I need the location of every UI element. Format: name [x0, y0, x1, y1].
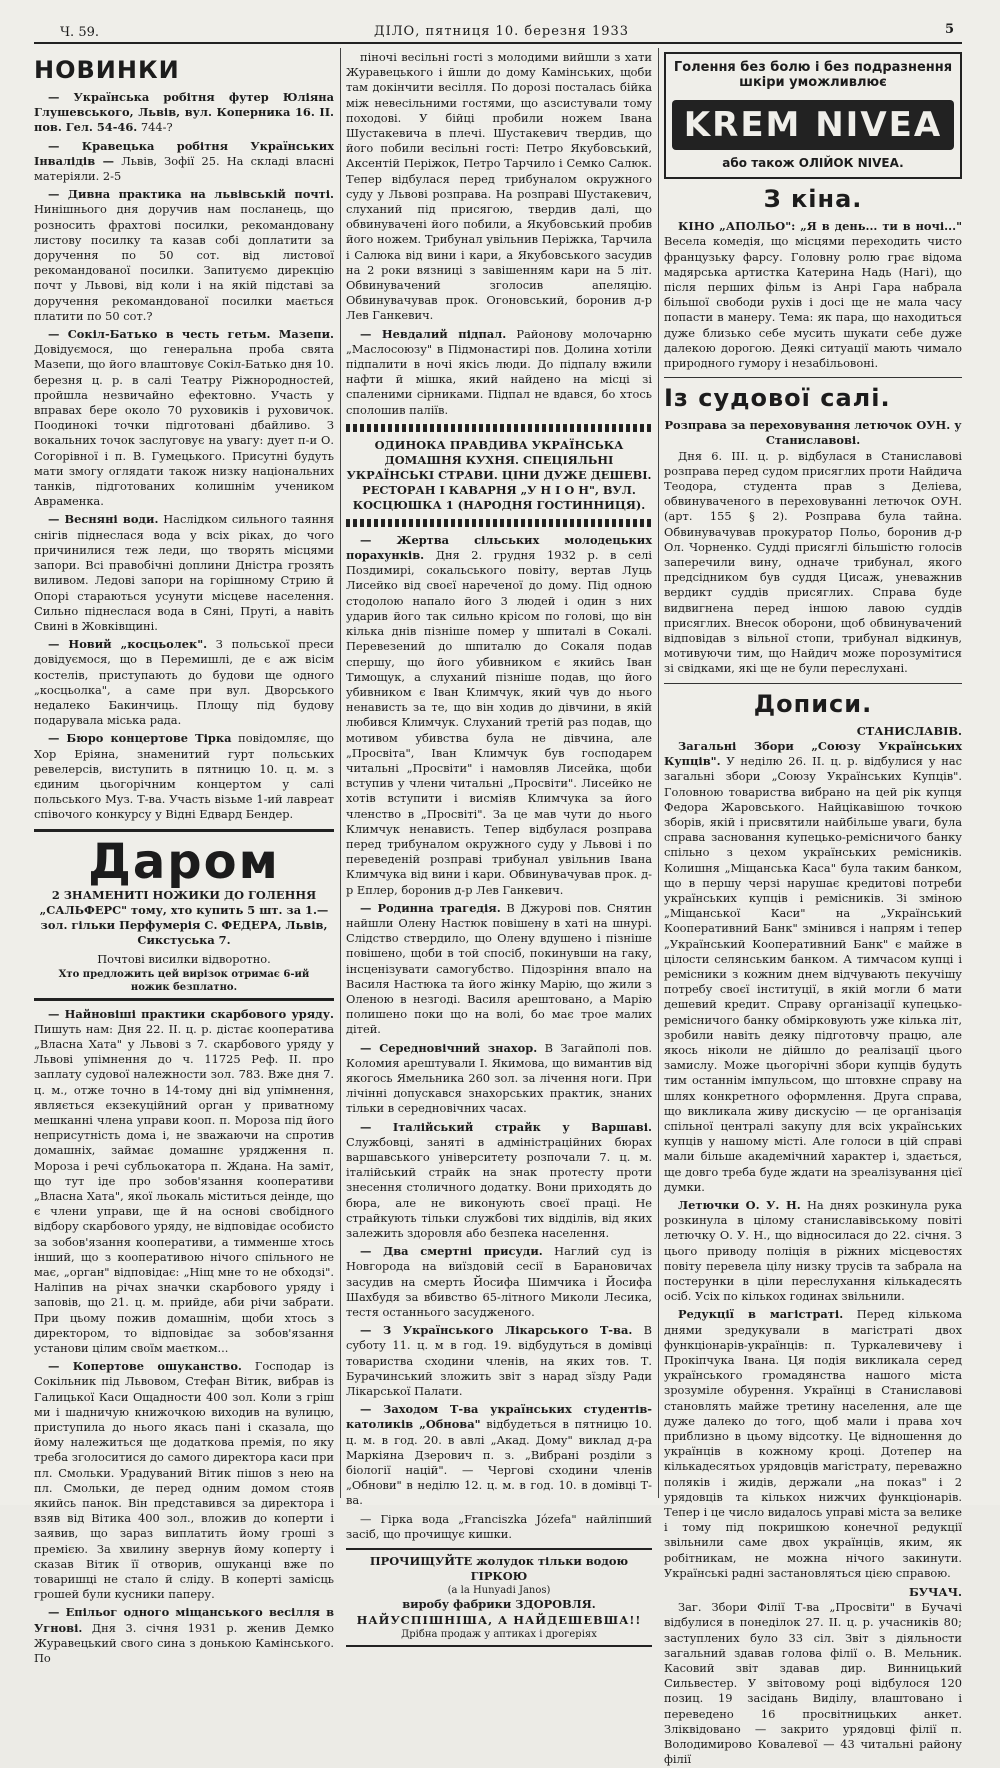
news-item-text: З польської преси довідуємося, що в Перемишлі, де є аж вісім костелів, приступають до будови ще одного „косцьолка", а саме при вул. Дворського недалеко Бакинчиць. Площу під будову подарувала міська рада.: [34, 637, 334, 728]
news-item-headline: — Жертва сільських молодецьких порахунків.: [346, 532, 652, 563]
news-item-text: В суботу 11. ц. м в год. 19. відбудуться в домівці товариства сходини членів, на яких тов. Т. Бурачинський зложить звіт з нарад зїзду Ради Лікарської Палати.: [346, 1323, 652, 1399]
news-item-headline: — Сокіл-Батько в честь гетьм. Мазепи.: [48, 327, 334, 342]
news-item: [34, 327, 334, 509]
news-item: [346, 1120, 652, 1242]
page-number-right: 5: [944, 22, 954, 37]
news-item: [34, 90, 334, 136]
place-heading: БУЧАЧ.: [908, 1585, 962, 1600]
place-heading: СТАНИСЛАВІВ.: [856, 723, 962, 738]
news-item: [346, 1512, 652, 1542]
news-item: [664, 219, 962, 371]
news-item: [34, 1605, 334, 1666]
news-item-headline: — З Українського Лікарського Т-ва.: [360, 1323, 633, 1338]
ad-line: 2 ЗНАМЕНИТІ НОЖИКИ ДО ГОЛЕННЯ: [51, 887, 317, 902]
news-item-headline: — Українська робітня футер Юліяна Глушевського, Львів, вул. Коперника 16. II. пов. Гел. 54-46.: [34, 90, 334, 135]
column-rule: [340, 48, 341, 1498]
news-item-text: Пишуть нам: Дня 22. II. ц. р. дістає кооператива „Власна Хата" у Львові з 7. скарбового уряду у Львові упімнення до ч. 11725 Реф. II. про заплату судової належности зол. 783. Вже дня 7. ц. м., отже точно в 14-тому дні від упімнення, являється екзекуційний орган у приватному мешканні члена управи кооп. п. Мороза під його неприсутність дома і, не зважаючи на спротив домашніх, займає домашнє урядження п. Мороза і речі субльокатора п. Ждана. На заміт, що тут іде про зобов'язання кооперативи „Власна Хата", якої льокаль міститься деінде, що є члени управи, ще й на основі свобідного відбору скарбового уряду, не відповідає особисто за зобов'язання кооперативи, а тимменше хтось інший, що з кооперативою нічого спільного не має, „орган" відповідає: „Ніщ мне то не обходзі". Наліпив на річах значки скарбового уряду і заповів, що 21. ц. м. прийде, аби річи забрати. При цьому пожив домашнім, щоби хтось з директором, то відповідає за зобов'язання установи цілим своїм маєтком...: [34, 1021, 334, 1356]
news-item-text: відбудеться в пятницю 10. ц. м. в год. 20. в авлі „Акад. Дому" виклад д-ра Маркіяна Дзерович п. з. „Вибрані розділи з біології націй". — Чергові сходини членів „Обнови" в неділю 12. ц. м. в год. 10. в домівці Т-ва.: [346, 1417, 653, 1508]
news-list: [664, 219, 962, 371]
news-item-headline: Редукції в магістраті.: [678, 1307, 844, 1322]
news-item-text: Дня 6. III. ц. р. відбулася в Станиславові розправа перед судом присяглих проти Найдича Теодора, студента прав з Деліева, обвинуваченого в переховуванні летючок ОУН. (арт. 155 § 2). Розправа була тайна. Обвинувачував прокуратор Польо, боронив д-р Ол. Чорненко. Судді присяглі більшістю голосів заперечили вину, одначе трибунал, якого предсідником був суддя Цисаж, уневажнив вердикт суддів присяглих. Справа буде видвигнена перед іншою лавою суддів присяглих. Внесок оборони, щоб обвинувачений відповідав з вільної стопи, трибунал відкинув, мотивуючи тим, що Найдич може порозумітися зі свідками, які ще не були переслухані.: [664, 448, 962, 676]
news-list: [34, 1007, 334, 1667]
column-1: [34, 50, 334, 1666]
nivea-logo: KREM NIVEA: [672, 100, 954, 150]
article-subtitle: Розправа за переховування летючок ОУН. у Станиславові.: [664, 418, 962, 448]
ad-line: Голення без болю і без подразнення шкіри уможливлює: [673, 60, 953, 90]
mineral-water-advertisement: [346, 1548, 652, 1647]
news-item-text: Довідуємося, що генеральна проба свята Мазепи, що його влаштовує Сокіл-Батько дня 10. березня ц. р. в салі Театру Ріжнородностей, пройшла незвичайно ефектовно. Участь у вправах бере около 70 руховиків і руховичок. Поодинокі точки підготовані дбайливо. З вокальних точок заслуговує на увагу: дует п-и О. Согорівної і п. В. Гумецького. Присутні будуть мати змогу оглядати також низку національних танків, підготованих колишнім учеником Авраменка.: [34, 342, 334, 509]
section-title-news: НОВИНКИ: [34, 56, 180, 84]
news-item-headline: — Бюро концертове Тірка: [48, 731, 232, 746]
news-item-headline: — Новий „косцьолек".: [48, 637, 208, 652]
news-item: [34, 139, 334, 185]
news-item-headline: — Копертове ошуканство.: [48, 1359, 242, 1374]
news-item-text: Районову молочарню „Маслосоюзу" в Підмонастирі пов. Долина хотіли підпалити в ночі якісь люди. До підпалу вжили нафти й мішка, який найдено на місці зі спаленими сірниками. Підпал не вдався, бо хтось сполошив паліїв.: [346, 326, 652, 417]
ad-headline: Даром: [88, 833, 280, 890]
news-item-text: В Загайполі пов. Коломия арештували І. Якимова, що вимантив від якогось Ямельника 260 зол. за лічення ноги. При лічінні допускався знахорських практик, знаних тільки в середновічних часах.: [346, 1040, 652, 1116]
news-list: [34, 90, 334, 823]
news-item-text: В Джурові пов. Снятин найшли Олену Настюк повішену в хаті на шнурі. Слідство ствердило, що Олену вдушено і пізніше повішено, щоби в той спосіб, покинувши на гаку, інсценізувати самогубство. Підозріння впало на Василя Настюка та його жінку Марію, що жили з Оленою в незгоді. Василя арештовано, а Марію полишено поки що на волі, бо має трое малих дітей.: [346, 900, 652, 1037]
ad-line: (a la Hunyadi Janos): [447, 1585, 551, 1597]
news-item-headline: КІНО „АПОЛЬО": „Я в день... ти в ночі...": [678, 219, 962, 234]
news-item-text: Дня 3. січня 1931 р. женив Демко Журавецький свого сина з донькою Камінського. По: [34, 1620, 334, 1666]
news-item-headline: Летючки О. У. Н.: [678, 1197, 801, 1212]
news-list: [664, 739, 962, 1581]
news-item-text: 744-?: [137, 120, 173, 135]
restaurant-advertisement: ОДИНОКА ПРАВДИВА УКРАЇНСЬКА ДОМАШНЯ КУХНЯ. СПЕЦІЯЛЬНІ УКРАЇНСЬКІ СТРАВИ. ЦІНИ ДУЖЕ ДЕШЕВІ. РЕСТОРАН І КАВАРНЯ „У Н І О Н", ВУЛ. КОСЦЮШКА 1 (НАРОДНЯ ГОСТИННИЦЯ).: [346, 437, 652, 512]
news-list: [346, 50, 652, 418]
news-item-text: Наслідком сильного таяння снігів піднеслася вода у всіх ріках, до чого причинилися теж леди, що творять місцями запори. Всі правобічні доплини Дністра грозять виливом. Ледові запори на горішному Стрию й Опорі стараються усунути місцеве населення. Сильно піднеслася вода в Сяні, Пруті, а навіть Свині в Жовківщині.: [34, 512, 334, 633]
news-item-headline: — Невдалий підпал.: [360, 326, 507, 341]
news-item-headline: — Весняні води.: [48, 512, 159, 527]
news-item-text: Львів, Зофії 25. На складі власні матеріяли. 2-5: [34, 153, 334, 184]
news-item: [34, 731, 334, 822]
news-item: [34, 187, 334, 324]
news-item: [346, 1244, 652, 1320]
news-item-text: Нинішнього дня доручив нам посланець, що розносить фрахтові посилки, рекомандовану листову посилку та казав собі доплатити за доручення по 50 сот. від листової рекомандованої посилки. Запитуємо дирекцію почт у Львові, від коли і на якій підставі за доручення рекомандованої посилки мається платити по 50 сот.?: [34, 202, 334, 323]
section-title-letters: Дописи.: [753, 689, 873, 718]
news-item-text: Службовці, заняті в адміністраційних бюрах варшавського університету розпочали 7. ц. м. італійський страйк на знак протесту проти знесення столичного додатку. Вони приходять до бюра, але не виконують своєї праці. Не страйкують тільки службові тих відділів, від яких залежить здоровля або безпека населення.: [346, 1134, 652, 1241]
news-item: [664, 1307, 962, 1581]
news-item-headline: — Італійський страйк у Варшаві.: [360, 1119, 652, 1134]
page-header: [34, 22, 962, 44]
news-item-text: Весела комедія, що місцями переходить чисто французьку фарсу. Головну ролю грає відома мадярська артистка Катерина Надь (Нагі), що після перших фільм із Анрі Гара набрала більшої свободи рухів і досі ще не мала часу попасти в манеру. Тема: як пара, що находиться дуже близько себе мусить шукати себе дуже далекою дорогою. Деякі ситуації мають чимало природного гумору і незабільовоні.: [664, 234, 962, 371]
news-item-headline: — Дивна практика на львівській почті.: [48, 187, 334, 202]
ad-line: Хто предложить цей вирізок отримає 6-ий ножик безплатно.: [58, 968, 310, 993]
news-item: [664, 449, 962, 677]
ad-line: ПРОЧИЩУЙТЕ жолудок тільки водою ГІРКОЮ: [369, 1554, 629, 1584]
news-item-headline: — Середновічний знахор.: [360, 1040, 538, 1055]
news-item-text: На днях розкинула рука розкинула в цілому станиславівському повіті летючку О. У. Н., що відносилася до 22. січня. З цього приводу поліція в ріжних місцевостях повіту перевела цілу низку трусів та забрала на постерунки в ціли переслухання кількадесять осіб. Усіх по кількох годинах звільнили.: [664, 1197, 962, 1304]
ornamental-divider: [346, 424, 652, 432]
news-item: [34, 637, 334, 728]
ad-line: або також ОЛІЙОК NIVEA.: [722, 156, 904, 170]
news-item-headline: — Родинна трагедія.: [360, 900, 501, 915]
news-item: [346, 50, 652, 324]
news-item-headline: Загальні Збори „Союзу Українських Купців".: [664, 738, 962, 769]
news-item: [34, 1007, 334, 1357]
ad-line: Дрібна продаж у аптиках і дрогеріях: [401, 1628, 597, 1640]
news-item: [664, 1198, 962, 1304]
column-2: [346, 50, 653, 1640]
news-item-headline: — Епільог одного міщанського весілля в Угнові.: [34, 1605, 334, 1635]
news-item-headline: — Два смертні присуди.: [360, 1244, 543, 1259]
news-list: [346, 533, 652, 1542]
divider: [664, 377, 962, 378]
news-item-text: — Гірка вода „Franciszka Józefa" найліпший засіб, що прочищує кишки.: [346, 1511, 652, 1541]
news-item: [34, 512, 334, 634]
news-item-text: У неділю 26. II. ц. р. відбулися у нас загальні збори „Союзу Українських Купців". Головною товариства вибрано на цей рік купця Федора Жаровського. Найцікавішою точкою зборів, якій і присвятили найбільше уваги, була справа засновання купецько-ремісничого банку спільно з цехом українських ремісників. Колишня „Міщанська Каса" була таким банком, що в першу черзі нарушає кредитові потреби українських купців і ремісників. Зі зміною „Міщанської Каси" на „Український Кооперативний Банк" змінився і напрям і тепер „Український Кооперативний Банк" є майже в цілости селянським банком. А тимчасом купці і ремісники з кожним днем відчувають пекучішу потребу своєї інституції, в якій могли б мати дешевий кредит. Справу організації купецько-ремісничого банку обмірковують уже кілька літ, зробили навіть деяку підготовчу працю, але якось ніколи не дійшло до реалізації цього замислу. Може цьогорічні збори купців будуть тим останнім імпульсом, що штовхне справу на шлях конкретного оформлення. Друга справа, що викликала живу дискусію — це організація спільної централі закупу для всіх українських купців у нашому місті. Але голоси в цій справі мали більше академічний характер і, здається, ще довго треба буде ждати на зреалізування цієї думки.: [664, 754, 962, 1194]
news-item: [346, 1041, 652, 1117]
news-item: [346, 1402, 652, 1508]
news-item: [664, 739, 962, 1195]
news-item-text: повідомляє, що Хор Еріяна, знаменитий гурт польських ревелерсів, виступить в пятницю 10. ц. м. з єдиним цьогорічним концертом у салі польського Муз. Т-ва. Участь візьме 1-ий лавреат співочого конкурсу у Відні Едвард Бендер.: [34, 731, 334, 822]
news-item-text: Наглий суд із Новгорода на виїздовій сесії в Барановичах засудив на смерть Йосифа Шимчика і Йосифа Шахбудя за вбивство 65-літного Миколи Лесика, тестя останнього засудженого.: [346, 1244, 652, 1320]
news-item: [346, 327, 652, 418]
section-title-cinema: З кіна.: [763, 185, 863, 214]
news-list: [664, 1600, 962, 1767]
news-item-text: Заг. Збори Філії Т-ва „Просвіти" в Бучачі відбулися в понеділок 27. II. ц. р. учасників 80; заступлених було 33 сіл. Звіт з діяльности загальний здавав голова філії о. В. Мельник. Касовий звіт здавав дир. Винницький Сильвестер. У звітовому році відбулося 120 позиц. 19 засідань Виділу, влаштовано і переведено 16 просвітницьких анкет. Зліквідовано — закрито урядовці філії п. Володимирово Ковалевої — 43 читальні району філії: [664, 1600, 962, 1767]
masthead-date: ДІЛО, пятниця 10. березня 1933: [374, 24, 630, 39]
ad-line: НАЙУСПІШНІША, А НАЙДЕШЕВША!!: [356, 1612, 642, 1627]
news-item-headline: — Кравецька робітня Українських Інвалідів —: [34, 138, 334, 168]
section-title-court: Із судової салі.: [664, 384, 891, 413]
news-item: [346, 901, 652, 1038]
ornamental-divider: [346, 519, 652, 527]
news-item: [664, 1600, 962, 1767]
column-3: [664, 50, 962, 1767]
news-item: [346, 533, 652, 898]
divider: [664, 683, 962, 684]
page-number-left: Ч. 59.: [60, 25, 99, 40]
darom-advertisement: [34, 829, 334, 1001]
news-item-text: Господар із Сокільник під Львовом, Стефан Вітик, вибрав із Галицької Каси Ощадности 400 зол. Коли з гріш ми і шадничую книжочкою виходив на вулицю, приступила до нього якась пані і сказала, що йому належиться ще додаткова премія, по яку треба зголоситися до самого директора каси при пл. Смольки. Урадуваний Вітик пішов з нею на пл. Смольки, де перед одним домом стояв якийсь панок. Він представився за директора і взяв від Вітика 400 зол., вложив до коперти і заявив, що зараз виплатить йому гроші з премією. За хвилину звернув йому коперту і сказав Вітик її отворив, ошуканці вже по товаришці не стало й сліду. В коперті замісць грошей були кусники паперу.: [34, 1359, 334, 1602]
news-item-headline: — Найновіші практики скарбового уряду.: [48, 1006, 334, 1021]
news-item: [346, 1323, 652, 1399]
news-item-text: Перед кількома днями зредукували в магістраті двох функціонарів-українців: п. Туркалевичеву і Прокіпчука Івана. Ця подія викликала серед українського громадянства нашого міста зрозуміле обурення. Українці в Станиславові становлять майже третину населення, але ще дуже далеко до того, щоб мали і права хоч приблизно в цьому відсотку. Це відношення до українців в кожному кроці. Дотепер на кількадесятьох урядовців магістрату, переважно поляків і жидів, держали „на показ" і 2 урядовців та кількох нижчих функціонарів. Тепер і це число видалось управі міста за велике і тому під покришкою конечної редукції звільнили саме двох українців, яким, як робітникам, не можна нічого закинути. Українські радні застановляться цією справою.: [664, 1307, 962, 1580]
ad-line: Почтові висилки відворотно.: [97, 952, 271, 967]
column-rule: [658, 48, 659, 1498]
ad-line: „САЛЬФЕРС" тому, хто купить 5 шт. за 1.— зол. гільки Перфумерія С. ФЕДЕРА, Львів, Сикстуська 7.: [39, 902, 329, 948]
news-item-text: піночі весільні гості з молодими вийшли з хати Журавецького і йшли до дому Камінських, щоби там докінчити весілля. По дорозі посталась бійка між невесільними гостями, що азсистували тому походові. У бійці пробили ножем Івана Шустакевича в плечі. Шустакевич твердив, що його побили весільні гості: Петро Якубовський, Аксентій Періжок, Петро Тарчило і Семко Салюк. Тепер відбулася перед трибуналом окружного суду у Львові розправа. На розправі Шустакевич, слуханий під присягою, твердив далі, що обвинувачені його побили, а Якубовський пробив його ножем. Трибунал увільнив Періжка, Тарчила і Салюка від вини і кари, а Якубовського засудив на 2 роки вязниці з завішенням кари на 5 літ. Обвинувачений зголосив апеляцію. Обвинувачував прок. Огоновський, боронив д-р Лев Ганкевич.: [346, 50, 652, 323]
news-item: [34, 1359, 334, 1602]
news-item-headline: — Заходом Т-ва українських студентів-католиків „Обнова": [346, 1402, 652, 1432]
news-list: [664, 449, 962, 677]
news-item-text: Дня 2. грудня 1932 р. в селі Поздимирі, сокальського повіту, вертав Луць Лисейко від своєї нареченої до дому. Під одною стодолою напало його 3 людей і один з них ударив його так сильно крісом по голові, що він кілька днів пізніше помер у шпиталі в Сокалі. Перевезений до шпиталю до Сокаля подав спершу, що його убивником є якийсь Іван Тимощук, а слуханий пізніше подав, що його убивником є Іван Климчук, який чув до нього ненависть за те, що він ходив до дівчини, в якій любився Климчук. Слуханий третій раз подав, що мотивом убивства була не дівчина, але „Просвіта", Іван Климчук був господарем читальні „Просвіти" і намовляв Лисейка, щоби вступив у члени читальні „Просвіти". Лисейко не хотів вступити і висміяв Климчука за його членство в „Просвіті". За це мав чути до нього Климчук ненависть. Тепер відбулася розправа перед трибуналом окружного суду у Львові і по переведеній розправі трибунал увільнив Івана Климчука від вини і кари. Обвинувачував прок. д-р Еплер, боронив д-р Лев Ганкевич.: [346, 548, 652, 897]
ad-line: виробу фабрики ЗДОРОВЛЯ.: [402, 1597, 596, 1612]
nivea-advertisement: [664, 52, 962, 179]
